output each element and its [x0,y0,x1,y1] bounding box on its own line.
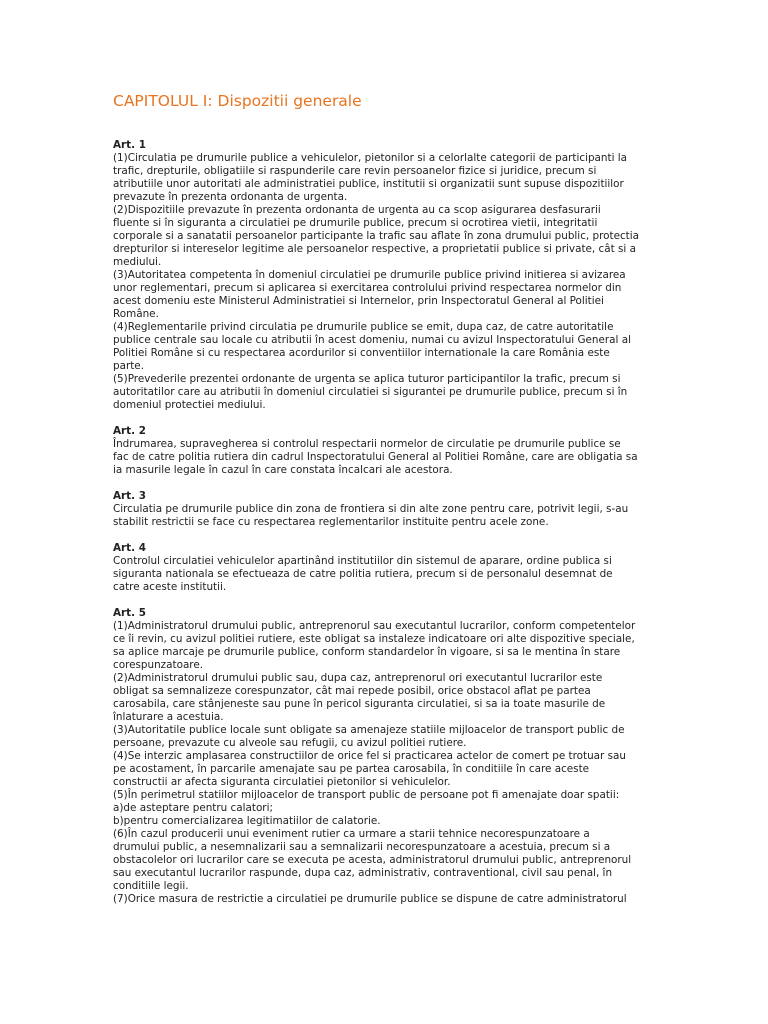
article-text-line: sa aplice marcaje pe drumurile publice, conform standardelor în vigoare, si sa le mentina în stare [113,646,621,658]
article-text-line: (5)Prevederile prezentei ordonante de urgenta se aplica tuturor participantilor la trafic, precum si [113,373,621,385]
article-text-line: acest domeniu este Ministerul Administratiei si Internelor, prin Inspectoratul General al Politiei [113,295,604,307]
article-text-line: obstacolelor ori lucrarilor care se executa pe acesta, administratorul drumului public, antreprenorul [113,854,632,866]
article-5 [113,607,673,906]
article-text-line: Controlul circulatiei vehiculelor apartinând institutiilor din sistemul de aparare, ordine publica si [113,555,612,567]
article-text-line: ia masurile legale în cazul în care constata încalcari ale acestora. [113,464,453,476]
article-text-line: corespunzatoare. [113,659,204,671]
chapter-title: CAPITOLUL I: Dispozitii generale [113,92,362,110]
article-text-line: a)de asteptare pentru calatori; [113,802,273,814]
article-text-line: catre aceste institutii. [113,581,227,593]
article-text-line: pe acostament, în parcarile amenajate sau pe partea carosabila, în conditiile în care aceste [113,763,590,775]
article-text-line: b)pentru comercializarea legitimatiilor de calatorie. [113,815,381,827]
article-text-line: (2)Administratorul drumului public sau, dupa caz, antreprenorul ori executantul lucrarilor este [113,672,603,684]
article-text-line: (7)Orice masura de restrictie a circulatiei pe drumurile publice se dispune de catre administratorul [113,893,627,905]
article-text-line: stabilit restrictii se face cu respectarea reglementarilor instituite pentru acele zone. [113,516,549,528]
article-text-line: trafic, drepturile, obligatiile si raspunderile care revin persoanelor fizice si juridice, precum si [113,165,597,177]
article-1 [113,139,673,412]
article-text-line: atributiile unor autoritati ale administratiei publice, institutii si organizatii sunt supuse dispozitiilor [113,178,624,190]
article-text-line: (1)Circulatia pe drumurile publice a vehiculelor, pietonilor si a celorlalte categorii de participanti la [113,152,628,164]
article-text-line: conditiile legii. [113,880,189,892]
article-text-line: (4)Reglementarile privind circulatia pe drumurile publice se emit, dupa caz, de catre autoritatile [113,321,614,333]
article-text-line: carosabila, care stânjeneste sau pune în pericol siguranta circulatiei, si sa ia toate masurile de [113,698,606,710]
article-text-line: drumului public, a nesemnalizarii sau a semnalizarii necorespunzatoare a acestuia, precum si a [113,841,611,853]
article-text-line: Politiei Române si cu respectarea acordurilor si conventiilor internationale la care România este [113,347,610,359]
article-text-line: (4)Se interzic amplasarea constructiilor de orice fel si practicarea actelor de comert pe trotuar sau [113,750,626,762]
article-title: Art. 5 [113,607,146,619]
article-text-line: sau executantul lucrarilor raspunde, dupa caz, administrativ, contraventional, civil sau penal, în [113,867,613,879]
article-3 [113,490,673,529]
article-text-line: (1)Administratorul drumului public, antreprenorul sau executantul lucrarilor, conform competentelor [113,620,636,632]
article-text-line: mediului. [113,256,162,268]
article-text-line: Îndrumarea, supravegherea si controlul respectarii normelor de circulatie pe drumurile publice se [113,438,621,450]
article-text-line: (2)Dispozitiile prevazute în prezenta ordonanta de urgenta au ca scop asigurarea desfasurarii [113,204,601,216]
article-text-line: persoane, prevazute cu alveole sau refugii, cu avizul politiei rutiere. [113,737,467,749]
article-text-line: Circulatia pe drumurile publice din zona de frontiera si din alte zone pentru care, potrivit legii, s-au [113,503,629,515]
article-text-line: autoritatilor care au atributii în domeniul circulatiei si sigurantei pe drumurile publice, precum si în [113,386,628,398]
article-text-line: (3)Autoritatea competenta în domeniul circulatiei pe drumurile publice privind initierea si avizarea [113,269,626,281]
article-text-line: domeniul protectiei mediului. [113,399,266,411]
article-4 [113,542,673,594]
article-text-line: corporale si a sanatatii persoanelor participante la trafic sau aflate în zona drumului public, protectia [113,230,640,242]
article-text-line: înlaturare a acestuia. [113,711,224,723]
article-text-line: obligat sa semnalizeze corespunzator, cât mai repede posibil, orice obstacol aflat pe partea [113,685,591,697]
article-text-line: fluente si în siguranta a circulatiei pe drumurile publice, precum si ocrotirea vietii, integritatii [113,217,598,229]
article-text-line: unor reglementari, precum si aplicarea si exercitarea controlului privind respectarea normelor din [113,282,622,294]
article-text-line: constructii ar afecta siguranta circulatiei pietonilor si vehiculelor. [113,776,451,788]
article-text-line: ce îi revin, cu avizul politiei rutiere, este obligat sa instaleze indicatoare ori alte dispozitive speciale, [113,633,635,645]
article-title: Art. 1 [113,139,146,151]
article-text-line: publice centrale sau locale cu atributii în acest domeniu, numai cu avizul Inspectoratului General al [113,334,631,346]
article-text-line: (3)Autoritatile publice locale sunt obligate sa amenajeze statiile mijloacelor de transport public de [113,724,625,736]
article-text-line: (5)În perimetrul statiilor mijloacelor de transport public de persoane pot fi amenajate doar spatii: [113,789,620,801]
article-text-line: drepturilor si intereselor legitime ale persoanelor respective, a proprietatii publice si private, cât si a [113,243,636,255]
article-text-line: prevazute în prezenta ordonanta de urgenta. [113,191,348,203]
article-title: Art. 4 [113,542,146,554]
article-text-line: Române. [113,308,159,320]
article-text-line: siguranta nationala se efectueaza de catre politia rutiera, precum si de personalul desemnat de [113,568,613,580]
article-title: Art. 2 [113,425,146,437]
article-title: Art. 3 [113,490,146,502]
article-text-line: fac de catre politia rutiera din cadrul Inspectoratului General al Politiei Române, care are obligatia sa [113,451,638,463]
article-2 [113,425,673,477]
article-text-line: (6)În cazul producerii unui eveniment rutier ca urmare a starii tehnice necorespunzatoare a [113,828,590,840]
article-text-line: parte. [113,360,145,372]
document-body [113,139,673,919]
